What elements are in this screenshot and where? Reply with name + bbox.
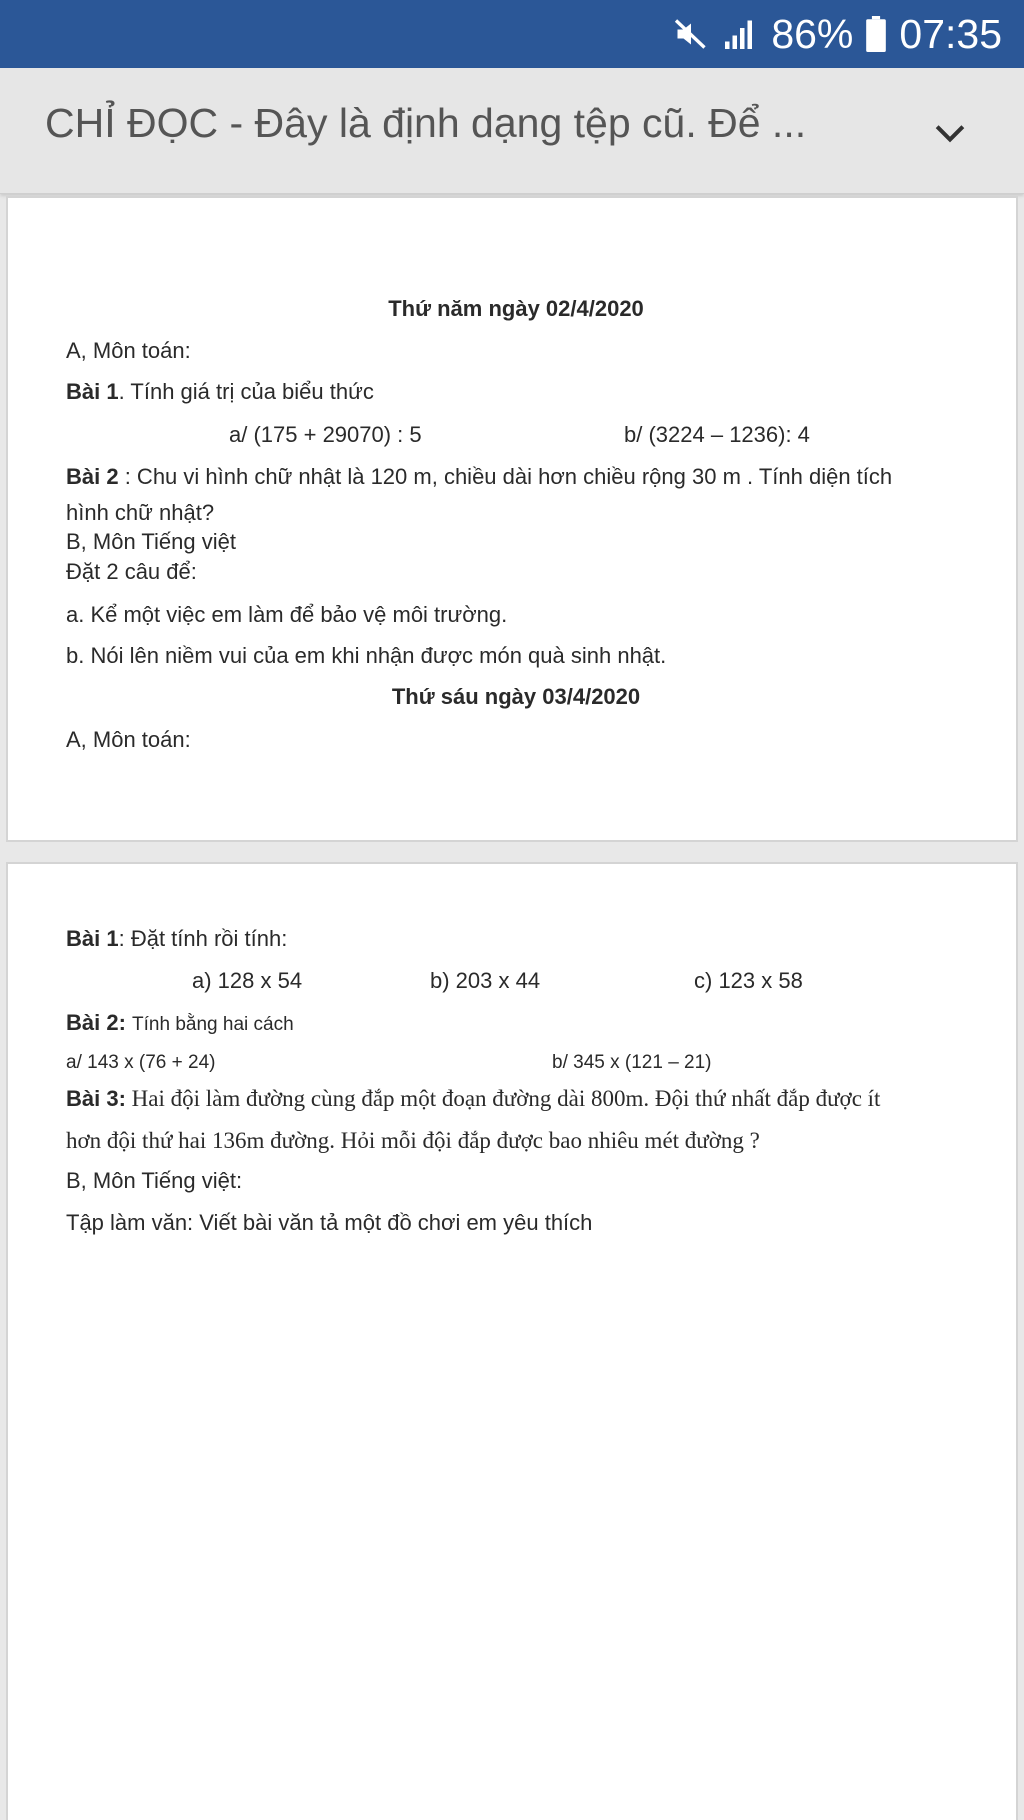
exercise-text: . Tính giá trị của biểu thức [118,379,374,404]
exercise-2 [66,464,966,490]
battery-percent: 86% [771,10,854,57]
exercise-text: Hai đội làm đường cùng đắp một đoạn đường dài 800m. Đội thứ nhất đắp được ít [125,1086,881,1111]
essay-prompt: Tập làm văn: Viết bài văn tả một đồ chơi em yêu thích [66,1210,593,1235]
instruction: Đặt 2 câu để: [66,559,197,584]
exercise-3 [66,1086,966,1112]
document-page-2 [6,862,1018,1820]
exercise-label: Bài 2: [66,1010,126,1035]
exercise-label: Bài 2 [66,464,119,489]
mute-icon [673,16,709,52]
exercise-label: Bài 3: [66,1086,126,1111]
exercise-text: : Đặt tính rồi tính: [118,926,288,951]
list-item-a: a. Kể một việc em làm để bảo vệ môi trường. [66,602,508,627]
expression-a: a/ (175 + 29070) : 5 [229,422,422,447]
read-only-message: CHỈ ĐỌC - Đây là định dạng tệp cũ. Để ... [45,100,807,146]
exercise-label: Bài 1 [66,379,119,404]
date-heading: Thứ năm ngày 02/4/2020 [388,296,644,321]
signal-icon [721,16,759,52]
document-page-1 [6,196,1018,842]
calc-c: c) 123 x 58 [694,968,803,993]
calc-b: b) 203 x 44 [430,968,541,993]
status-icons [673,0,1002,68]
exercise-2-continued: hình chữ nhật? [66,500,215,525]
exercise-1 [66,379,966,405]
subject-vietnamese: B, Môn Tiếng việt: [66,1168,243,1193]
exercise-text: Tính bằng hai cách [132,1014,294,1035]
exercise-1 [66,926,966,952]
exercise-text: : Chu vi hình chữ nhật là 120 m, chiều dài hơn chiều rộng 30 m . Tính diện tích [118,464,893,489]
read-only-banner[interactable] [0,68,1024,194]
expression-a: a/ 143 x (76 + 24) [66,1052,216,1073]
date-heading-2: Thứ sáu ngày 03/4/2020 [391,684,641,709]
clock: 07:35 [899,10,1002,57]
chevron-down-icon[interactable] [928,112,972,156]
subject-math: A, Môn toán: [66,338,191,363]
exercise-label: Bài 1 [66,926,119,951]
battery-icon [865,16,887,52]
exercise-2 [66,1010,966,1036]
calc-a: a) 128 x 54 [192,968,303,993]
list-item-b: b. Nói lên niềm vui của em khi nhận được món quà sinh nhật. [66,643,667,668]
expression-b: b/ (3224 – 1236): 4 [624,422,810,447]
status-bar [0,0,1024,68]
exercise-3-continued: hơn đội thứ hai 136m đường. Hỏi mỗi đội đắp được bao nhiêu mét đường ? [66,1128,760,1153]
expression-b: b/ 345 x (121 – 21) [552,1052,712,1073]
subject-math-2: A, Môn toán: [66,727,191,752]
subject-vietnamese: B, Môn Tiếng việt [66,529,236,554]
